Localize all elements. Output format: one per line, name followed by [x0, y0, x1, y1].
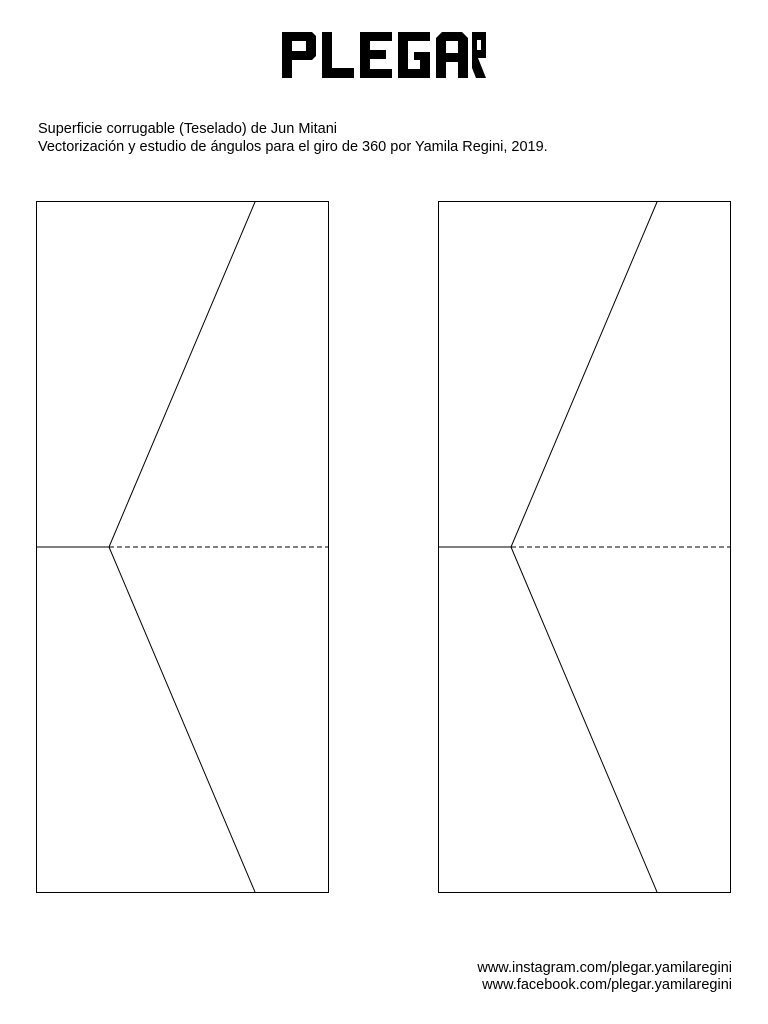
description-line-1: Superficie corrugable (Teselado) de Jun Mitani [38, 121, 338, 137]
lower-diagonal-crease [511, 547, 657, 892]
upper-diagonal-crease [511, 202, 657, 547]
logo-letter-g [398, 32, 430, 78]
logo-letter-r [472, 32, 486, 78]
logo-letter-a [436, 32, 468, 78]
plegar-logo [282, 32, 486, 78]
logo-letter-e [360, 32, 392, 78]
facebook-link[interactable]: www.facebook.com/plegar.yamilaregini [482, 977, 732, 993]
description-line-2: Vectorización y estudio de ángulos para el giro de 360 por Yamila Regini, 2019. [38, 139, 548, 155]
instagram-link[interactable]: www.instagram.com/plegar.yamilaregini [477, 960, 732, 976]
logo-letter-l [322, 32, 354, 78]
description-block [38, 120, 548, 156]
left-crease-pattern [36, 201, 329, 893]
logo-letter-p [282, 32, 316, 78]
footer-links [477, 960, 732, 994]
upper-diagonal-crease [109, 202, 255, 547]
right-crease-pattern [438, 201, 731, 893]
lower-diagonal-crease [109, 547, 255, 892]
